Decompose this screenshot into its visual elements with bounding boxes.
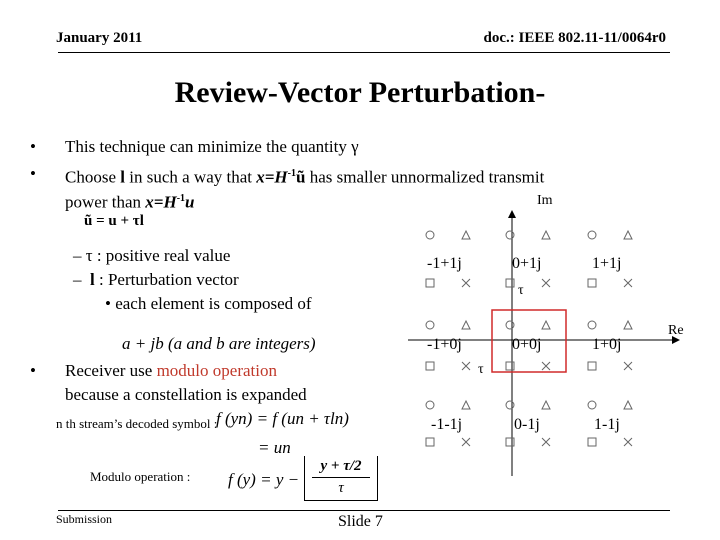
- point-label: -1+0j: [427, 336, 462, 353]
- point-label: 0+1j: [512, 255, 542, 272]
- slide-title: Review-Vector Perturbation-: [174, 76, 546, 109]
- decoded-symbol-equation: f (yn) = f (un + τln): [216, 409, 349, 428]
- axis-label-re: Re: [668, 323, 684, 338]
- footer-rule: [58, 510, 670, 511]
- point-label: 1-1j: [594, 416, 620, 433]
- sub-sub-bullet-element: • each element is composed of: [105, 294, 312, 313]
- bullet-3-continued: because a constellation is expanded: [65, 385, 307, 404]
- sub-sub-bullet-integers: a + jb (a and b are integers): [122, 334, 316, 353]
- bullet-2-continued: power than $x=H^{-1}u$: [65, 192, 195, 212]
- decoded-symbol-label: n th stream’s decoded symbol :: [56, 416, 218, 431]
- bullet-2: • Choose l in such a way that $x=H^{-1}ũ$ has smaller unnormalized transmit: [30, 164, 545, 187]
- point-label: -1-1j: [431, 416, 463, 433]
- bullet-1: • This technique can minimize the quantity γ: [30, 137, 359, 156]
- point-label: 0-1j: [514, 416, 540, 433]
- bullet-1-text: This technique can minimize the quantity γ: [65, 137, 359, 156]
- bullet-3: • Receiver use modulo operation: [30, 361, 277, 380]
- point-label-origin: 0+0j: [512, 336, 542, 353]
- decoded-symbol-result: = un: [258, 438, 291, 457]
- modulo-lhs: f (y) = y −: [228, 470, 300, 489]
- sub-bullet-tau: – τ : positive real value: [73, 246, 231, 265]
- tau-spacing-horizontal: τ: [478, 362, 484, 377]
- sub-bullet-perturbation: – l : Perturbation vector: [73, 270, 239, 289]
- tau-spacing-vertical: τ: [518, 283, 524, 298]
- modulo-fraction-bar: [312, 477, 370, 478]
- footer-slide-number: Slide 7: [338, 513, 383, 530]
- header-doc-id: doc.: IEEE 802.11-11/0064r0: [483, 30, 666, 46]
- point-label: -1+1j: [427, 255, 462, 272]
- modulo-denominator: τ: [338, 480, 344, 496]
- modulo-numerator: y + τ/2: [320, 458, 362, 474]
- footer-submission: Submission: [56, 512, 113, 526]
- point-label: 1+1j: [592, 255, 622, 272]
- point-label: 1+0j: [592, 336, 622, 353]
- modulo-label: Modulo operation :: [90, 469, 191, 484]
- header-date: January 2011: [56, 30, 143, 46]
- bullet-3-text: Receiver use modulo operation: [65, 361, 277, 380]
- header-rule: [58, 52, 670, 53]
- axis-label-im: Im: [537, 193, 553, 208]
- bullet-2-text: Choose l in such a way that $x=H^{-1}ũ$ has smaller unnormalized transmit: [65, 167, 545, 187]
- equation-u-tilde: ũ = u + τl: [84, 213, 144, 229]
